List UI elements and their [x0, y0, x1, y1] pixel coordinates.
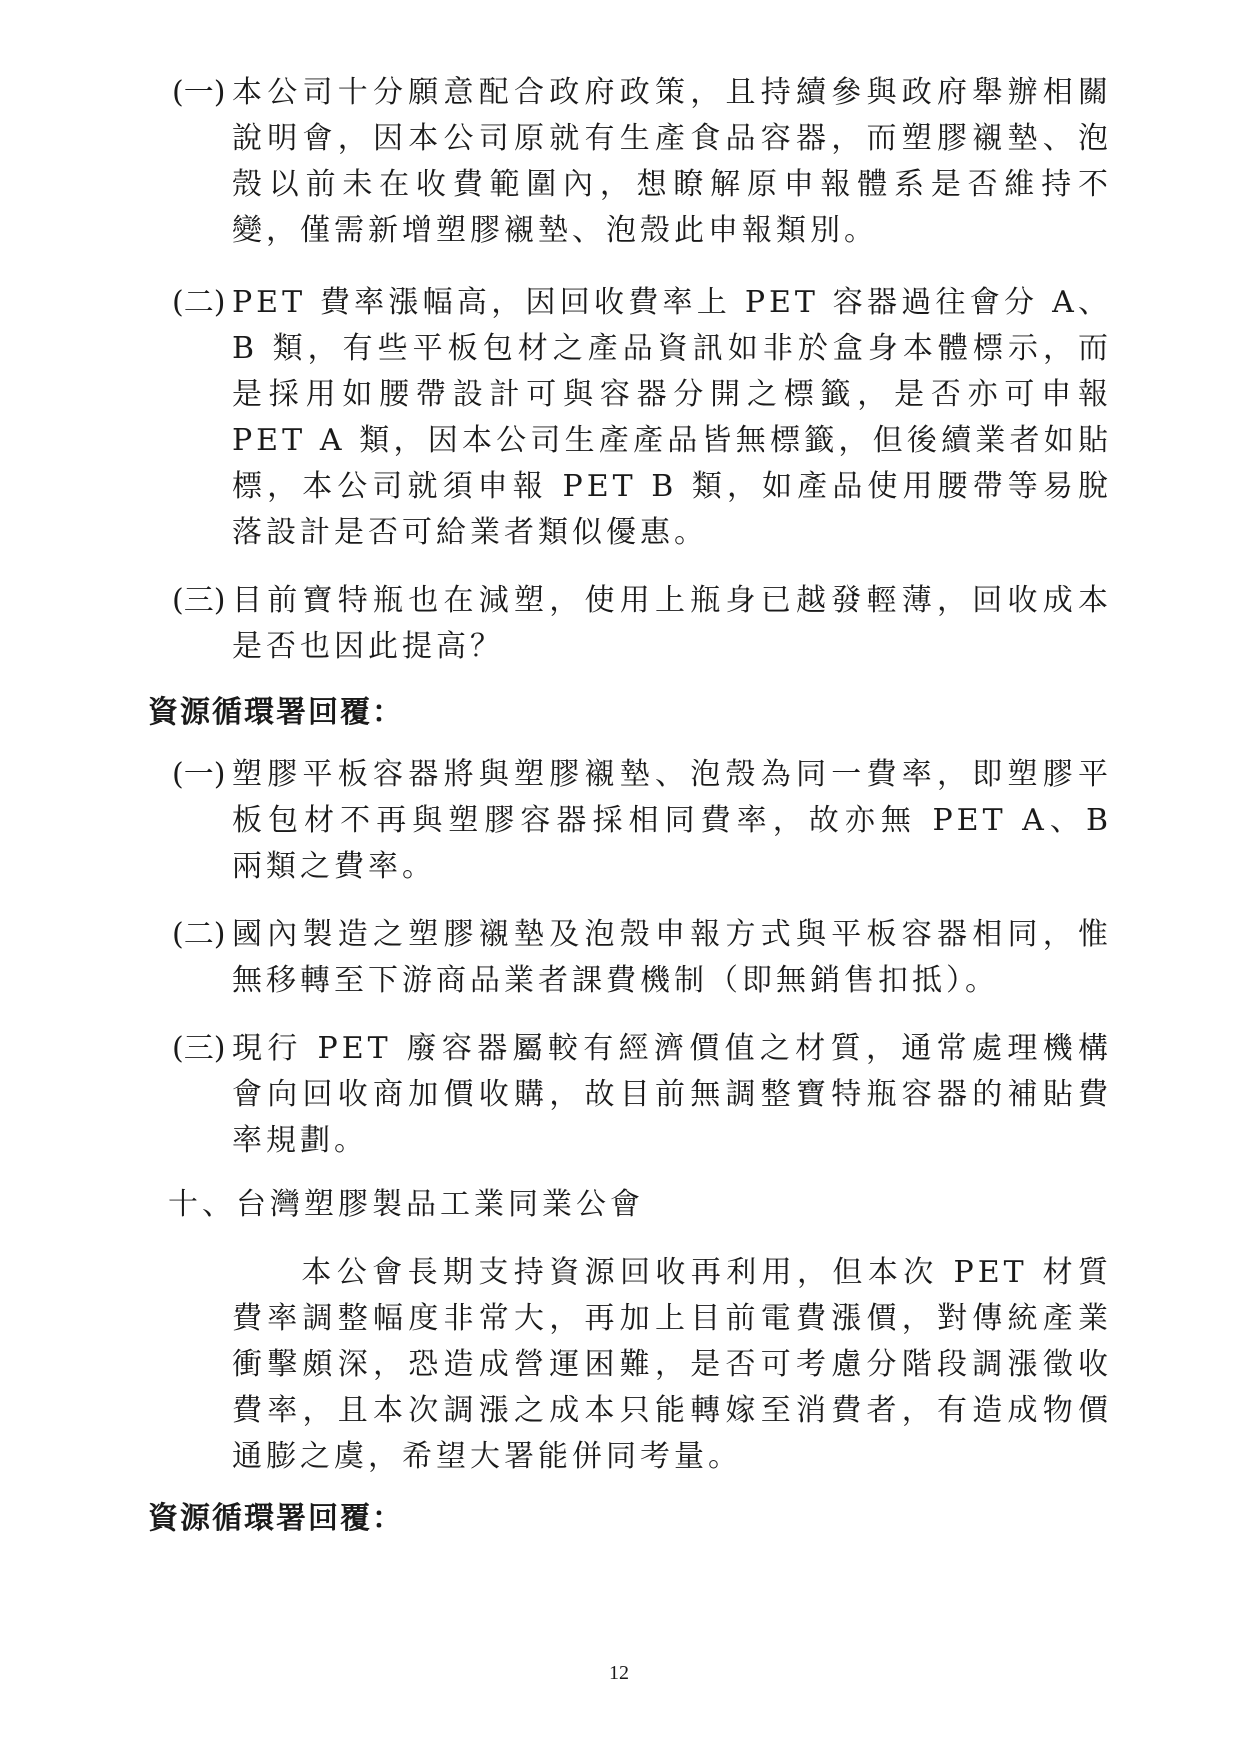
company-item-3: [172, 578, 1112, 670]
company-item-2: [172, 280, 1112, 556]
item-text: 塑膠平板容器將與塑膠襯墊、泡殼為同一費率，即塑膠平板包材不再與塑膠容器採相同費率，故亦無 PET A、B 兩類之費率。: [232, 757, 1112, 884]
page-number: 12: [609, 1662, 629, 1684]
reply-heading: 資源循環署回覆：: [148, 695, 404, 730]
item-number: (三): [172, 583, 226, 618]
item-number: (二): [172, 917, 226, 952]
reply-heading: 資源循環署回覆：: [148, 1501, 404, 1536]
item-number: (三): [172, 1031, 226, 1066]
reply-item-2: [172, 912, 1112, 1004]
item-number: (一): [172, 757, 226, 792]
reply-item-1: [172, 752, 1112, 890]
item-text: 本公司十分願意配合政府政策，且持續參與政府舉辦相關說明會，因本公司原就有生產食品容器，而塑膠襯墊、泡殼以前未在收費範圍內，想瞭解原申報體系是否維持不變，僅需新增塑膠襯墊、泡殼此申報類別。: [232, 75, 1112, 248]
item-text: 現行 PET 廢容器屬較有經濟價值之材質，通常處理機構會向回收商加價收購，故目前無調整寶特瓶容器的補貼費率規劃。: [232, 1031, 1112, 1158]
item-number: (一): [172, 75, 226, 110]
item-number: (二): [172, 285, 226, 320]
item-text: 國內製造之塑膠襯墊及泡殼申報方式與平板容器相同，惟無移轉至下游商品業者課費機制（即無銷售扣抵）。: [232, 917, 1112, 998]
section-paragraph: [232, 1250, 1112, 1480]
item-text: 目前寶特瓶也在減塑，使用上瓶身已越發輕薄，回收成本是否也因此提高？: [232, 583, 1112, 664]
company-item-1: [172, 70, 1112, 254]
reply-item-3: [172, 1026, 1112, 1164]
paragraph-text: 本公會長期支持資源回收再利用，但本次 PET 材質費率調整幅度非常大，再加上目前電費漲價，對傳統產業衝擊頗深，恐造成營運困難，是否可考慮分階段調漲徵收費率，且本次調漲之成本只能轉嫁至消費者，有造成物價通膨之虞，希望大署能併同考量。: [232, 1255, 1112, 1474]
section-heading: 十、台灣塑膠製品工業同業公會: [168, 1187, 644, 1222]
item-text: PET 費率漲幅高，因回收費率上 PET 容器過往會分 A、B 類，有些平板包材之產品資訊如非於盒身本體標示，而是採用如腰帶設計可與容器分開之標籤，是否亦可申報 PET A 類，因本公司生產產品皆無標籤，但後續業者如貼標，本公司就須申報 PET B 類，如產品使用腰帶等易脫落設計是否可給業者類似優惠。: [232, 285, 1112, 550]
